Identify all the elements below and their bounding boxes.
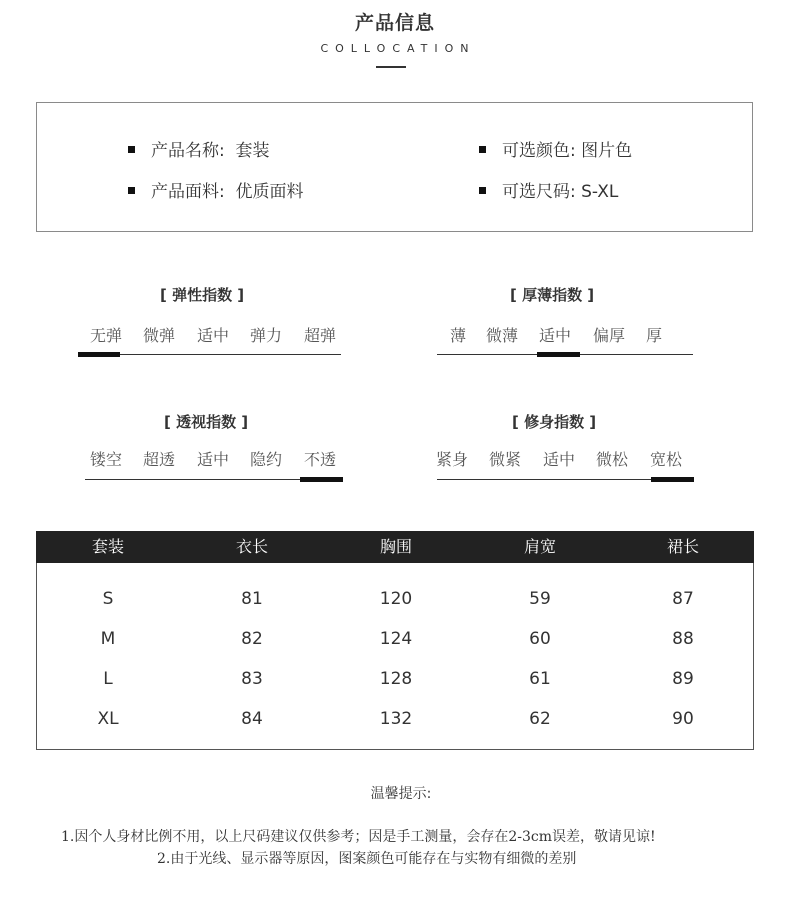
size-table-header [36,531,754,563]
product-info-box [36,102,753,232]
table-cell: L [103,669,113,689]
elasticity-selected-marker [78,352,120,357]
title-divider [376,66,406,68]
tip-line: 2.由于光线、显示器等原因，图案颜色可能存在与实物有细微的差别 [157,851,577,867]
table-cell: 60 [529,629,551,649]
tip-line: 1.因个人身材比例不用，以上尺码建议仅供参考；因是手工测量，会存在2-3cm误差，敬请见谅! [61,829,656,845]
table-cell: 90 [672,709,694,729]
table-cell: 87 [672,589,694,609]
table-cell: XL [97,709,119,729]
thickness-option: 微薄 [486,326,519,345]
elasticity-option: 弹力 [250,326,283,345]
transparency-option: 镂空 [90,450,123,469]
table-header-cell: 套装 [91,537,124,556]
fit-option: 微松 [596,450,629,469]
table-cell: 128 [379,669,413,689]
elasticity-option: 超弹 [304,326,337,345]
tips-title: 温馨提示: [370,786,432,802]
info-value: 套装 [235,141,270,161]
bullet-icon [479,146,486,153]
table-cell: 89 [672,669,694,689]
table-cell: 82 [241,629,263,649]
info-product-size [479,177,618,202]
transparency-option: 隐约 [250,450,283,469]
thickness-option: 适中 [539,326,572,345]
table-header-cell: 胸围 [379,537,412,556]
transparency-index-title: [ 透视指数 ] [164,413,249,431]
transparency-option: 超透 [143,450,176,469]
info-value: 优质面料 [235,182,304,202]
table-header-cell: 衣长 [235,537,268,556]
table-header-cell: 肩宽 [523,537,556,556]
thickness-option: 偏厚 [593,326,626,345]
table-cell: 83 [241,669,263,689]
table-cell: M [100,629,116,649]
elasticity-index-title: [ 弹性指数 ] [160,286,245,304]
table-cell: 132 [379,709,413,729]
table-cell: S [102,589,114,609]
table-cell: 84 [241,709,263,729]
table-cell: 120 [379,589,413,609]
fit-option: 微紧 [489,450,522,469]
table-cell: 81 [241,589,263,609]
info-label: 产品名称: [151,141,225,161]
table-cell: 88 [672,629,694,649]
info-product-color [479,136,632,161]
elasticity-option: 微弹 [143,326,176,345]
fit-index-title: [ 修身指数 ] [512,413,597,431]
thickness-option: 薄 [450,326,467,345]
fit-option: 适中 [543,450,576,469]
info-value: 图片色 [581,141,633,161]
page-subtitle: COLLOCATION [320,42,476,55]
fit-selected-marker [651,477,694,482]
info-product-name [128,136,270,161]
bullet-icon [128,187,135,194]
transparency-option: 适中 [197,450,230,469]
thickness-selected-marker [537,352,580,357]
table-header-cell: 裙长 [666,537,699,556]
elasticity-option: 适中 [197,326,230,345]
fit-option: 宽松 [650,450,683,469]
bullet-icon [479,187,486,194]
table-cell: 59 [529,589,551,609]
page-title: 产品信息 [354,12,435,34]
bullet-icon [128,146,135,153]
info-label: 可选尺码: [502,182,576,202]
info-product-fabric [128,177,304,202]
table-cell: 61 [529,669,551,689]
fit-option: 紧身 [436,450,469,469]
info-value: S-XL [581,182,619,202]
table-cell: 124 [379,629,413,649]
thickness-index-title: [ 厚薄指数 ] [510,286,595,304]
table-cell: 62 [529,709,551,729]
info-label: 产品面料: [151,182,225,202]
thickness-option: 厚 [646,326,663,345]
transparency-option: 不透 [304,450,337,469]
transparency-selected-marker [300,477,343,482]
elasticity-option: 无弹 [90,326,123,345]
info-label: 可选颜色: [502,141,576,161]
